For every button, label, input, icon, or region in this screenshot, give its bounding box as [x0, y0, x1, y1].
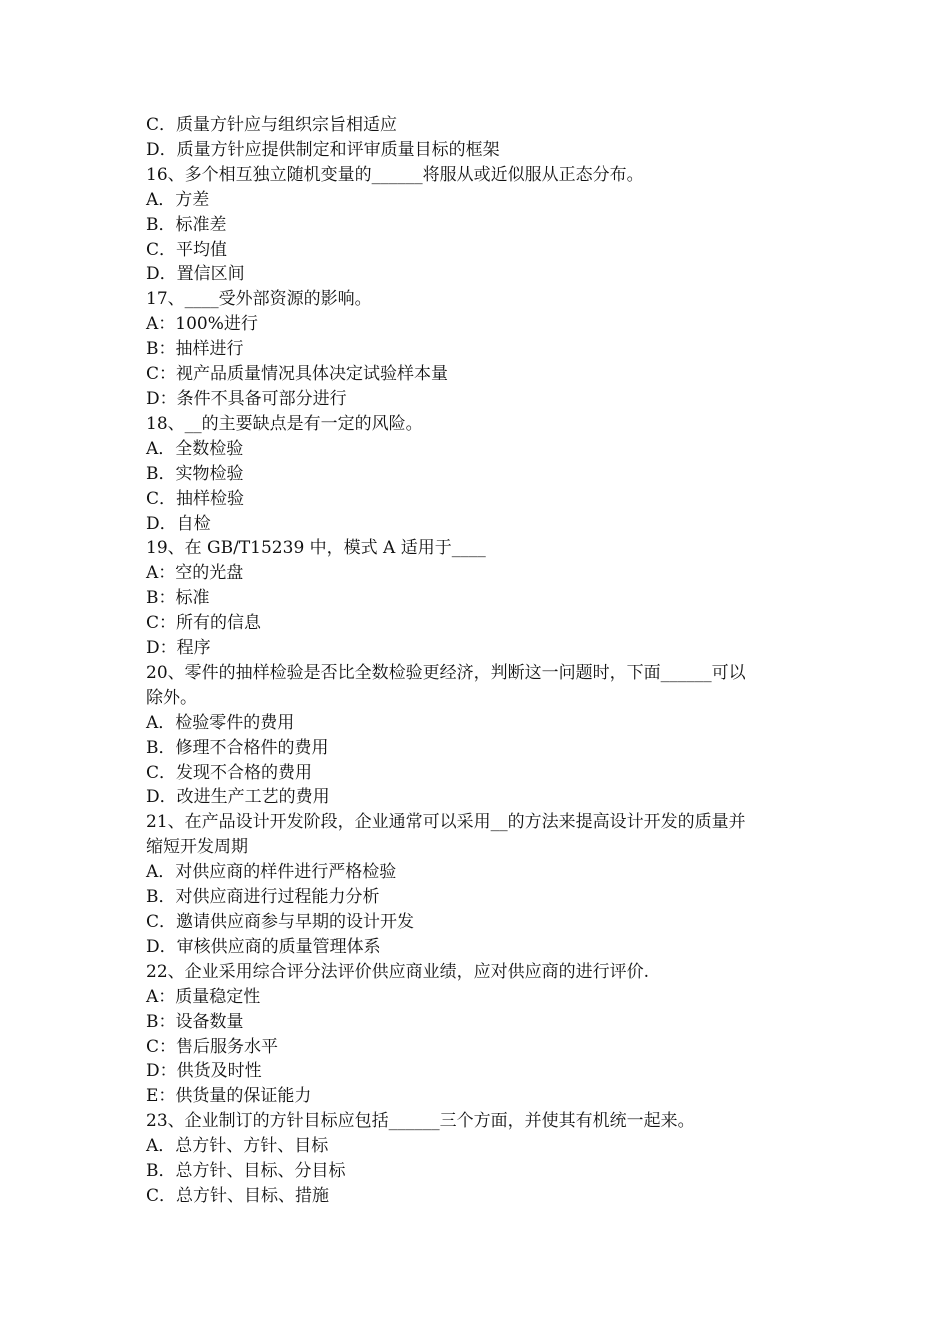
text-line: B．标准差 — [146, 214, 227, 235]
text-line: A：质量稳定性 — [146, 986, 261, 1007]
text-line: B：抽样进行 — [146, 339, 244, 360]
text-line: B．总方针、目标、分目标 — [146, 1161, 346, 1182]
text-line: A．全数检验 — [146, 438, 244, 459]
text-line: B．对供应商进行过程能力分析 — [146, 887, 380, 908]
text-line: D．置信区间 — [146, 264, 245, 285]
text-line: A：100%进行 — [146, 314, 258, 335]
text-line: 21、在产品设计开发阶段，企业通常可以采用__的方法来提高设计开发的质量并 — [146, 812, 746, 833]
text-line: 19、在 GB/T15239 中，模式 A 适用于____ — [146, 538, 486, 559]
text-line: 23、企业制订的方针目标应包括______三个方面，并使其有机统一起来。 — [146, 1111, 695, 1132]
text-line: C．抽样检验 — [146, 488, 245, 509]
text-line: C．平均值 — [146, 239, 228, 260]
text-line: 16、多个相互独立随机变量的______将服从或近似服从正态分布。 — [146, 164, 644, 185]
document-page — [146, 113, 818, 1209]
text-line: C：所有的信息 — [146, 613, 262, 634]
text-line: C．邀请供应商参与早期的设计开发 — [146, 912, 415, 932]
text-line: C：售后服务水平 — [146, 1036, 279, 1057]
text-line: A：空的光盘 — [146, 563, 244, 584]
text-line: C．发现不合格的费用 — [146, 762, 313, 783]
text-line: A．对供应商的样件进行严格检验 — [146, 862, 397, 883]
text-line: 20、零件的抽样检验是否比全数检验更经济，判断这一问题时，下面______可以 — [146, 662, 746, 683]
text-line: A．方差 — [146, 189, 210, 210]
text-line: 缩短开发周期 — [146, 837, 248, 858]
text-line: A．总方针、方针、目标 — [146, 1136, 329, 1157]
text-line: B：设备数量 — [146, 1011, 244, 1032]
text-line: 17、____受外部资源的影响。 — [146, 289, 372, 310]
text-line: C．质量方针应与组织宗旨相适应 — [146, 115, 398, 135]
text-line: E：供货量的保证能力 — [146, 1086, 312, 1107]
text-line: D．审核供应商的质量管理体系 — [146, 936, 381, 957]
text-line: B．实物检验 — [146, 463, 244, 484]
text-line: D：供货及时性 — [146, 1061, 262, 1082]
text-line: C．总方针、目标、措施 — [146, 1185, 330, 1206]
text-line: D．自检 — [146, 513, 211, 534]
text-line: D．改进生产工艺的费用 — [146, 787, 330, 808]
text-line: B：标准 — [146, 588, 210, 609]
text-line: B．修理不合格件的费用 — [146, 737, 329, 758]
text-line: 18、__的主要缺点是有一定的风险。 — [146, 413, 423, 434]
document-text-body — [146, 113, 818, 1209]
text-line: D．质量方针应提供制定和评审质量目标的框架 — [146, 139, 500, 160]
text-line: 22、企业采用综合评分法评价供应商业绩，应对供应商的进行评价. — [146, 961, 650, 982]
text-line: A．检验零件的费用 — [146, 712, 295, 733]
text-line: C：视产品质量情况具体决定试验样本量 — [146, 364, 449, 385]
text-line: D：条件不具备可部分进行 — [146, 388, 347, 409]
text-line: D：程序 — [146, 638, 211, 659]
text-line: 除外。 — [146, 687, 197, 708]
